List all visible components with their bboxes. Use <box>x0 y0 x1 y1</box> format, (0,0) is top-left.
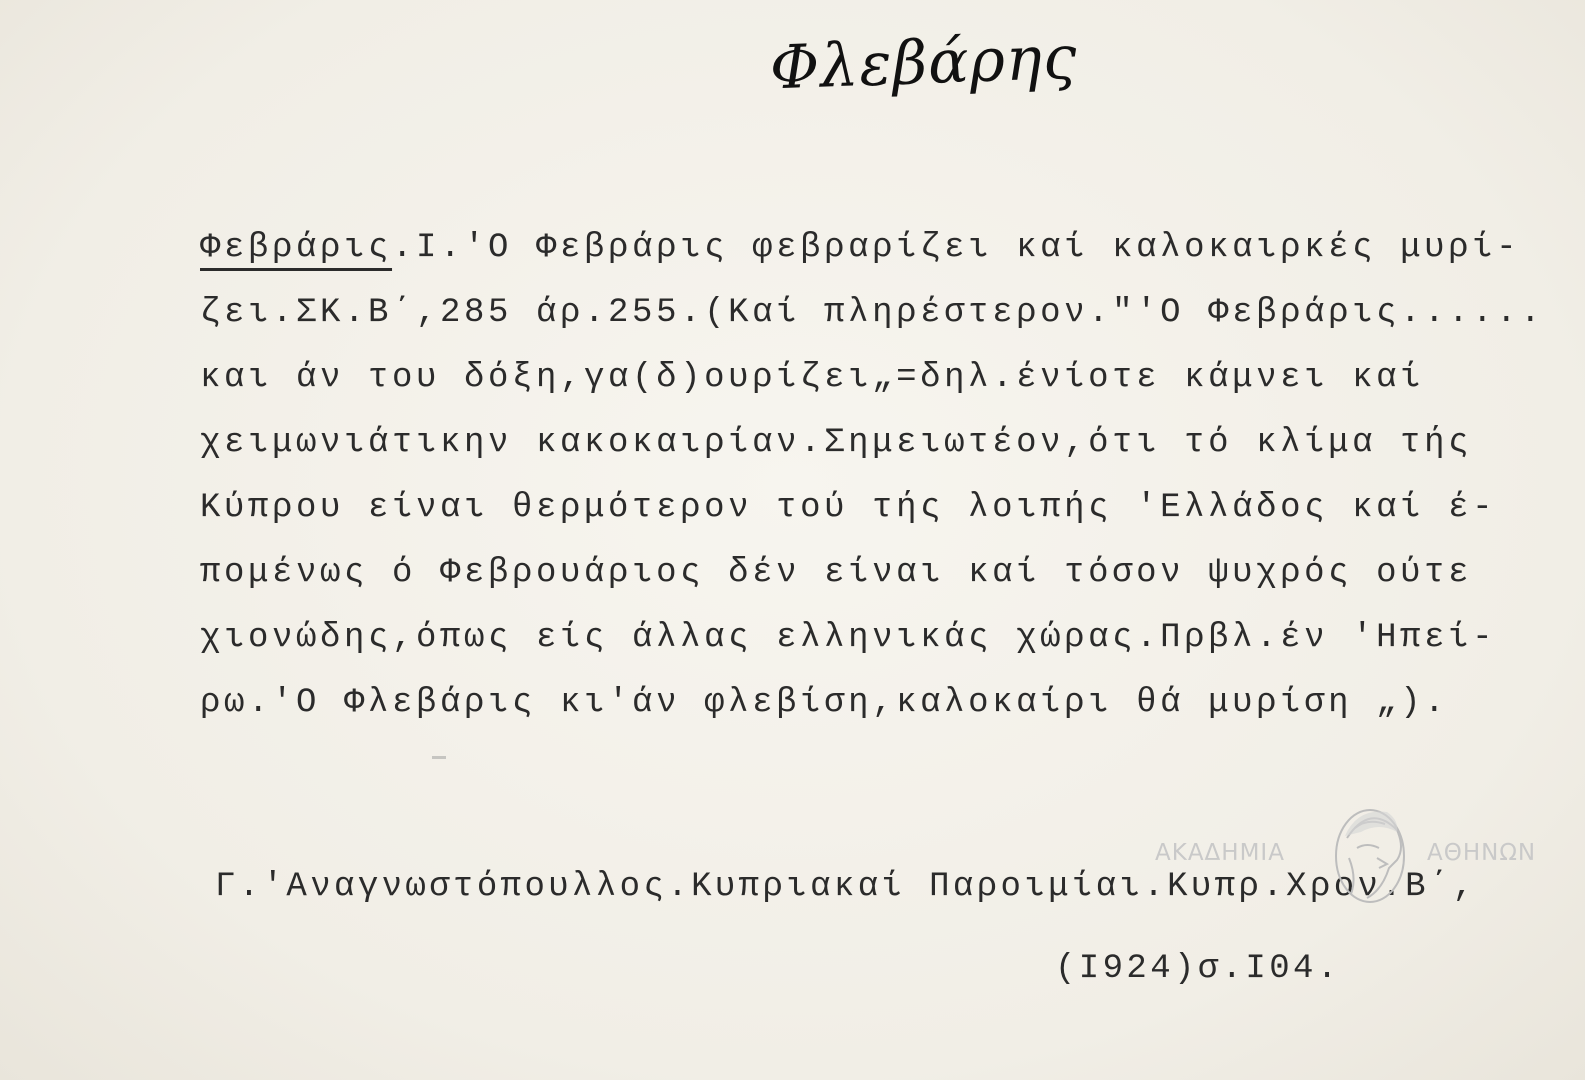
entry-line-2: ζει.ΣΚ.Β΄,285 άρ.255.(Καί πληρέστερον."'Ο Φεβράρις...... <box>200 294 1545 332</box>
entry-line-1-text: .Ι.'Ο Φεβράρις φεβραρίζει καί καλοκαιρκές μυρί- <box>392 229 1521 267</box>
watermark-left-text: ΑΚΑΔΗΜΙΑ <box>1155 840 1285 866</box>
entry-line-1 <box>200 228 1540 293</box>
citation-line-2: (Ι924)σ.Ι04. <box>1055 950 1341 988</box>
entry-line-7: χιονώδης,όπως είς άλλας ελληνικάς χώρας.Πρβλ.έν 'Ηπεί- <box>200 619 1497 657</box>
watermark-right-text: ΑΘΗΝΩΝ <box>1427 840 1537 866</box>
handwritten-heading: Φλεβάρης <box>768 22 1079 104</box>
entry-line-4: χειμωνιάτικην κακοκαιρίαν.Σημειωτέον,ότι τό κλίμα τής <box>200 424 1473 462</box>
athena-head-icon <box>1327 798 1413 908</box>
entry-body <box>200 228 1545 748</box>
stray-ink-mark <box>432 756 446 759</box>
entry-line-6: πομένως ό Φεβρουάριος δέν είναι καί τόσον ψυχρός ούτε <box>200 554 1473 592</box>
entry-line-8: ρω.'Ο Φλεβάρις κι'άν φλεβίση,καλοκαίρι θά μυρίση „). <box>200 684 1449 722</box>
entry-headword: Φεβράρις <box>200 229 393 267</box>
entry-line-3: και άν του δόξη,γα(δ)ουρίζει„=δηλ.ένίοτε κάμνει καί <box>200 359 1425 397</box>
entry-line-5: Κύπρου είναι θερμότερον τού τής λοιπής 'Ελλάδος καί έ- <box>200 489 1497 527</box>
citation-line-1: Γ.'Αναγνωστόπουλλος.Κυπριακαί Παροιμίαι.Κυπρ.Χρον.Β΄, <box>215 868 1477 906</box>
academy-watermark <box>1155 798 1555 908</box>
